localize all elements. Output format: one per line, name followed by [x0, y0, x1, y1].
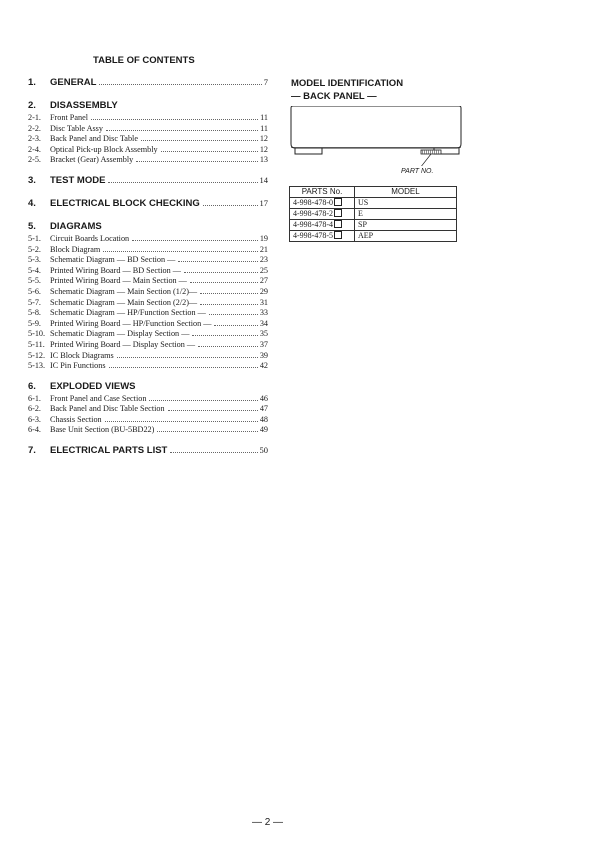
section-page-number: 50 — [259, 445, 268, 456]
dot-leader — [170, 452, 257, 453]
item-title: Back Panel and Disc Table — [50, 134, 138, 144]
toc-item — [28, 145, 268, 156]
item-number: 5-7. — [28, 297, 41, 307]
item-number: 5-2. — [28, 244, 41, 254]
dot-leader — [109, 367, 258, 368]
toc-item — [28, 340, 268, 351]
item-number: 5-11. — [28, 339, 45, 349]
item-page-number: 31 — [259, 297, 268, 307]
toc-section-heading — [28, 381, 268, 394]
checkbox-square-icon — [334, 198, 342, 206]
toc-item — [28, 113, 268, 124]
item-page-number: 46 — [259, 393, 268, 403]
model-header: MODEL — [355, 187, 457, 198]
section-number: 5. — [28, 220, 36, 232]
dot-leader — [105, 421, 258, 422]
section-page-number: 7 — [263, 77, 268, 87]
dot-leader — [141, 140, 258, 141]
section-title: ELECTRICAL PARTS LIST — [50, 445, 168, 457]
item-number: 5-8. — [28, 308, 41, 318]
item-page-number: 11 — [260, 123, 268, 133]
item-title: IC Block Diagrams — [50, 350, 114, 360]
dot-leader — [203, 205, 258, 206]
item-title: Printed Wiring Board — HP/Function Section — — [50, 318, 212, 328]
item-page-number: 11 — [260, 113, 268, 122]
item-number: 2-1. — [28, 113, 41, 122]
table-row — [290, 220, 457, 231]
item-page-number: 13 — [259, 155, 268, 165]
item-number: 5-10. — [28, 329, 46, 339]
toc-item — [28, 415, 268, 426]
dot-leader — [136, 161, 258, 162]
dot-leader — [168, 410, 258, 411]
model-cell: AEP — [355, 231, 457, 242]
toc-item — [28, 155, 268, 166]
table-of-contents — [28, 77, 268, 458]
toc-section-heading — [28, 175, 268, 188]
item-number: 2-3. — [28, 134, 41, 144]
item-page-number: 19 — [259, 233, 268, 243]
item-title: Block Diagram — [50, 244, 101, 254]
table-row — [290, 231, 457, 242]
item-number: 6-2. — [28, 404, 41, 414]
item-title: Schematic Diagram — Main Section (2/2)— — [50, 297, 198, 307]
model-identification-heading — [291, 78, 403, 103]
item-number: 2-5. — [28, 155, 41, 165]
toc-item — [28, 245, 268, 256]
checkbox-square-icon — [334, 209, 342, 217]
item-number: 2-4. — [28, 144, 41, 154]
section-number: 2. — [28, 100, 36, 111]
item-number: 6-4. — [28, 425, 41, 435]
item-page-number: 33 — [259, 308, 268, 318]
section-number: 6. — [28, 380, 36, 392]
part-no-label: PART NO. — [401, 168, 434, 175]
model-cell: SP — [355, 220, 457, 231]
toc-item — [28, 124, 268, 135]
table-row — [290, 198, 457, 209]
dot-leader — [149, 400, 257, 401]
dot-leader — [103, 251, 258, 252]
item-title: Printed Wiring Board — Main Section — — [50, 276, 187, 286]
item-page-number: 48 — [259, 414, 268, 424]
item-title: Back Panel and Disc Table Section — [50, 404, 165, 414]
section-number: 4. — [28, 197, 36, 209]
item-title: Optical Pick-up Block Assembly — [50, 144, 158, 154]
dot-leader — [198, 346, 258, 347]
item-number: 6-1. — [28, 393, 41, 403]
dot-leader — [214, 325, 257, 326]
section-title: TEST MODE — [50, 174, 106, 186]
back-panel-illustration — [289, 106, 464, 166]
item-number: 5-12. — [28, 350, 46, 360]
item-page-number: 49 — [259, 425, 268, 435]
toc-item — [28, 329, 268, 340]
part-number-cell — [290, 198, 355, 209]
toc-section-heading — [28, 198, 268, 211]
toc-item — [28, 351, 268, 362]
toc-item — [28, 266, 268, 277]
item-title: Printed Wiring Board — BD Section — — [50, 265, 181, 275]
dot-leader — [190, 282, 258, 283]
item-title: Bracket (Gear) Assembly — [50, 155, 134, 165]
toc-section-heading — [28, 77, 268, 90]
model-cell: US — [355, 198, 457, 209]
item-title: Disc Table Assy — [50, 123, 103, 133]
toc-item — [28, 308, 268, 319]
model-cell: E — [355, 209, 457, 220]
item-number: 5-6. — [28, 286, 41, 296]
toc-item — [28, 361, 268, 372]
part-number-text: 4-998-478-2 — [293, 209, 333, 218]
toc-item — [28, 394, 268, 405]
section-title: EXPLODED VIEWS — [50, 380, 136, 392]
parts-model-table — [289, 186, 457, 242]
toc-item — [28, 234, 268, 245]
item-number: 2-2. — [28, 123, 41, 133]
item-number: 6-3. — [28, 414, 41, 424]
toc-section-heading — [28, 445, 268, 458]
section-number: 3. — [28, 174, 36, 186]
section-title: DISASSEMBLY — [50, 100, 118, 111]
toc-item — [28, 404, 268, 415]
section-page-number: 17 — [259, 197, 268, 208]
dot-leader — [91, 119, 258, 120]
item-page-number: 23 — [259, 255, 268, 265]
part-number-text: 4-998-478-0 — [293, 198, 333, 207]
item-page-number: 25 — [259, 265, 268, 275]
checkbox-square-icon — [334, 220, 342, 228]
toc-item — [28, 298, 268, 309]
page-number: — 2 — — [251, 817, 284, 828]
table-row — [290, 209, 457, 220]
toc-item — [28, 255, 268, 266]
section-page-number: 14 — [259, 174, 268, 185]
toc-item — [28, 276, 268, 287]
dot-leader — [117, 357, 258, 358]
item-number: 5-1. — [28, 233, 41, 243]
dot-leader — [157, 431, 257, 432]
back-panel-subtitle: — BACK PANEL — — [291, 90, 377, 102]
table-header-row — [290, 187, 457, 198]
dot-leader — [184, 272, 258, 273]
item-title: Schematic Diagram — Display Section — — [50, 329, 190, 339]
part-number-cell — [290, 231, 355, 242]
dot-leader — [161, 151, 258, 152]
dot-leader — [209, 314, 258, 315]
toc-title: TABLE OF CONTENTS — [93, 55, 195, 66]
item-page-number: 29 — [259, 286, 268, 296]
toc-section-heading — [28, 221, 268, 234]
item-page-number: 42 — [259, 361, 268, 371]
item-number: 5-13. — [28, 361, 46, 371]
model-identification-title: MODEL IDENTIFICATION — [291, 78, 404, 89]
toc-item — [28, 425, 268, 436]
parts-no-header: PARTS No. — [290, 187, 355, 198]
item-page-number: 39 — [259, 350, 268, 360]
section-title: ELECTRICAL BLOCK CHECKING — [50, 197, 200, 209]
item-page-number: 37 — [259, 339, 268, 349]
item-title: IC Pin Functions — [50, 361, 106, 371]
item-title: Chassis Section — [50, 414, 102, 424]
item-title: Schematic Diagram — BD Section — — [50, 255, 176, 265]
dot-leader — [178, 261, 258, 262]
dot-leader — [108, 182, 257, 183]
toc-item — [28, 319, 268, 330]
item-page-number: 34 — [259, 318, 268, 328]
section-title: DIAGRAMS — [50, 220, 102, 232]
part-number-cell — [290, 209, 355, 220]
item-number: 5-4. — [28, 265, 41, 275]
part-number-text: 4-998-478-5 — [293, 231, 333, 240]
toc-item — [28, 134, 268, 145]
dot-leader — [99, 84, 261, 85]
part-number-cell — [290, 220, 355, 231]
item-page-number: 27 — [259, 276, 268, 286]
item-title: Schematic Diagram — HP/Function Section — — [50, 308, 206, 318]
item-number: 5-9. — [28, 318, 41, 328]
item-page-number: 21 — [259, 244, 268, 254]
item-number: 5-3. — [28, 255, 41, 265]
item-title: Base Unit Section (BU-5BD22) — [50, 425, 155, 435]
item-page-number: 12 — [259, 144, 268, 154]
item-title: Circuit Boards Location — [50, 233, 130, 243]
item-page-number: 47 — [259, 404, 268, 414]
section-number: 7. — [28, 445, 36, 457]
dot-leader — [200, 304, 258, 305]
toc-section-heading — [28, 100, 268, 113]
item-title: Front Panel — [50, 113, 88, 122]
item-title: Front Panel and Case Section — [50, 393, 147, 403]
section-title: GENERAL — [50, 77, 97, 88]
item-title: Schematic Diagram — Main Section (1/2)— — [50, 286, 198, 296]
item-number: 5-5. — [28, 276, 41, 286]
dot-leader — [192, 335, 257, 336]
toc-item — [28, 287, 268, 298]
section-number: 1. — [28, 77, 36, 88]
part-number-text: 4-998-478-4 — [293, 220, 333, 229]
item-page-number: 35 — [259, 329, 268, 339]
checkbox-square-icon — [334, 231, 342, 239]
item-title: Printed Wiring Board — Display Section — — [50, 339, 196, 349]
dot-leader — [132, 240, 258, 241]
item-page-number: 12 — [259, 134, 268, 144]
dot-leader — [106, 130, 258, 131]
dot-leader — [200, 293, 258, 294]
